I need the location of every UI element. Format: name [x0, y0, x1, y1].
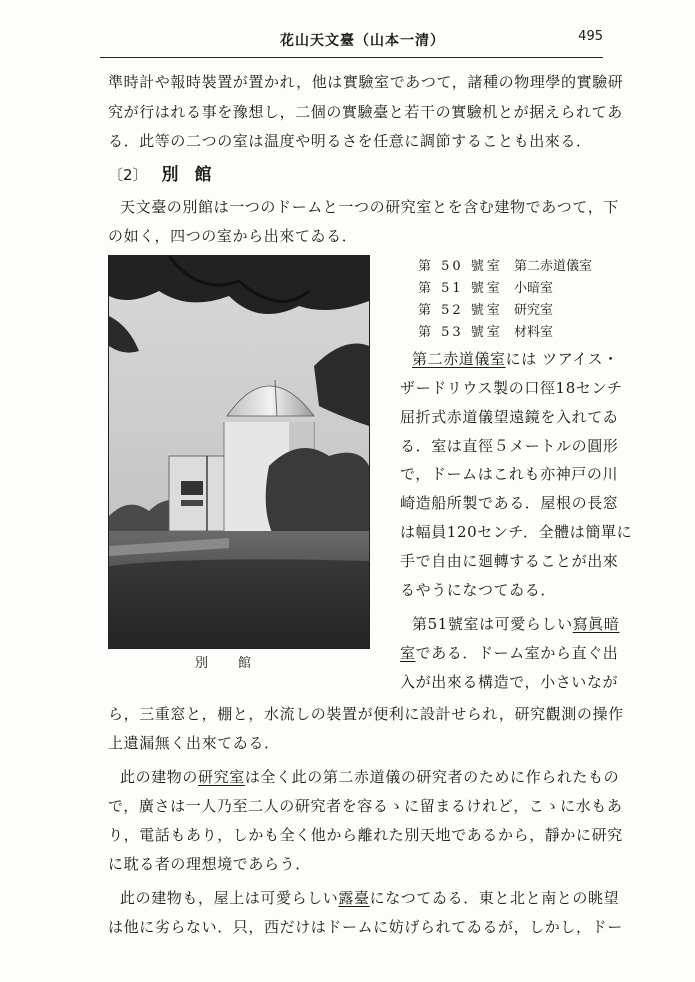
text-line: [400, 643, 618, 663]
room-number: 第 52 號室: [418, 303, 503, 318]
text-line: [120, 767, 619, 787]
underlined-term: 露臺: [338, 889, 370, 907]
text-segment: 此の建物の: [120, 768, 199, 786]
text-line: 天文臺の別館は一つのドームと一つの研究室とを含む建物であつて，下: [120, 198, 619, 216]
running-head: [100, 26, 603, 56]
text-line: は幅員120センチ．全體は簡單に: [400, 523, 633, 541]
text-line: 入が出來る構造で，小さいなが: [400, 673, 619, 691]
text-line: 手で自由に廻轉することが出來: [400, 552, 619, 570]
text-line: る．室は直徑５メートルの圓形: [400, 437, 619, 455]
text-segment: である．ドーム室から直ぐ出: [415, 644, 619, 662]
text-line: ら，三重窓と，棚と，水流しの裝置が便利に設計せられ，研究觀測の操作: [108, 705, 624, 723]
text-line: 上遺漏無く出來てゐる．: [108, 734, 280, 752]
text-segment: 此の建物も，屋上は可愛らしい: [120, 889, 339, 907]
text-line: り，電話もあり，しかも全く他から離れた別天地であるから，靜かに研究: [108, 826, 623, 844]
text-line: るやうになつてゐる．: [400, 581, 557, 599]
text-line: 屈折式赤道儀望遠鏡を入れてゐ: [400, 408, 619, 426]
text-line: 準時計や報時裝置が置かれ，他は實驗室であつて，諸種の物理學的實驗研: [108, 73, 624, 91]
text-segment: は全く此の第二赤道儀の研究者のために作られたもの: [244, 768, 620, 786]
underlined-term: 第二赤道儀室: [412, 350, 506, 368]
room-number: 第 50 號室: [418, 259, 503, 274]
text-line: 崎造船所製である．屋根の長窓: [400, 494, 619, 512]
text-line: [120, 888, 619, 908]
header-rule: [100, 57, 603, 58]
text-line: に耽る者の理想境であらう．: [108, 855, 311, 873]
section-number: 〔2〕: [108, 166, 148, 184]
room-name: 小暗室: [514, 281, 554, 296]
room-name: 材料室: [514, 325, 554, 340]
text-line: ザードリウス製の口徑18センチ: [400, 379, 623, 397]
text-line: る．此等の二つの室は温度や明るさを任意に調節することも出來る．: [108, 132, 592, 150]
text-segment: には ツアイス・: [505, 350, 619, 368]
room-row: [418, 299, 618, 321]
room-row: [418, 321, 618, 343]
room-name: 研究室: [514, 303, 554, 318]
room-row: [418, 255, 618, 277]
underlined-term: 室: [400, 644, 416, 662]
room-list: [418, 255, 618, 343]
section-heading: [108, 160, 228, 185]
room-row: [418, 277, 618, 299]
text-line: 究が行はれる事を豫想し，二個の實驗臺と若干の實驗机とが据えられてあ: [108, 103, 623, 121]
text-line: で，廣さは一人乃至二人の研究者を容るゝに留まるけれど，こゝに水もあ: [108, 797, 623, 815]
room-number: 第 51 號室: [418, 281, 503, 296]
page-number: 495: [578, 29, 603, 44]
room-number: 第 53 號室: [418, 325, 503, 340]
text-line: [412, 614, 620, 634]
room-name: 第二赤道儀室: [514, 259, 593, 274]
text-segment: 第51號室は可愛らしい: [412, 615, 573, 633]
text-segment: になつてゐる．東と北と南との眺望: [369, 889, 620, 907]
underlined-term: 寫眞暗: [572, 615, 620, 633]
annex-photo-illustration: [109, 256, 369, 648]
text-line: で，ドームはこれも亦神戸の川: [400, 465, 619, 483]
running-title: 花山天文臺（山本一清）: [280, 33, 445, 49]
figure-caption: 別館: [194, 656, 281, 671]
text-line: は他に劣らない．只，西だけはドームに妨げられてゐるが，しかし，ドー: [108, 918, 623, 936]
section-title: 別館: [161, 165, 228, 185]
annex-photograph: [108, 255, 370, 649]
text-line: の如く，四つの室から出來てゐる．: [108, 227, 358, 245]
text-line: [412, 349, 619, 369]
underlined-term: 研究室: [198, 768, 245, 786]
